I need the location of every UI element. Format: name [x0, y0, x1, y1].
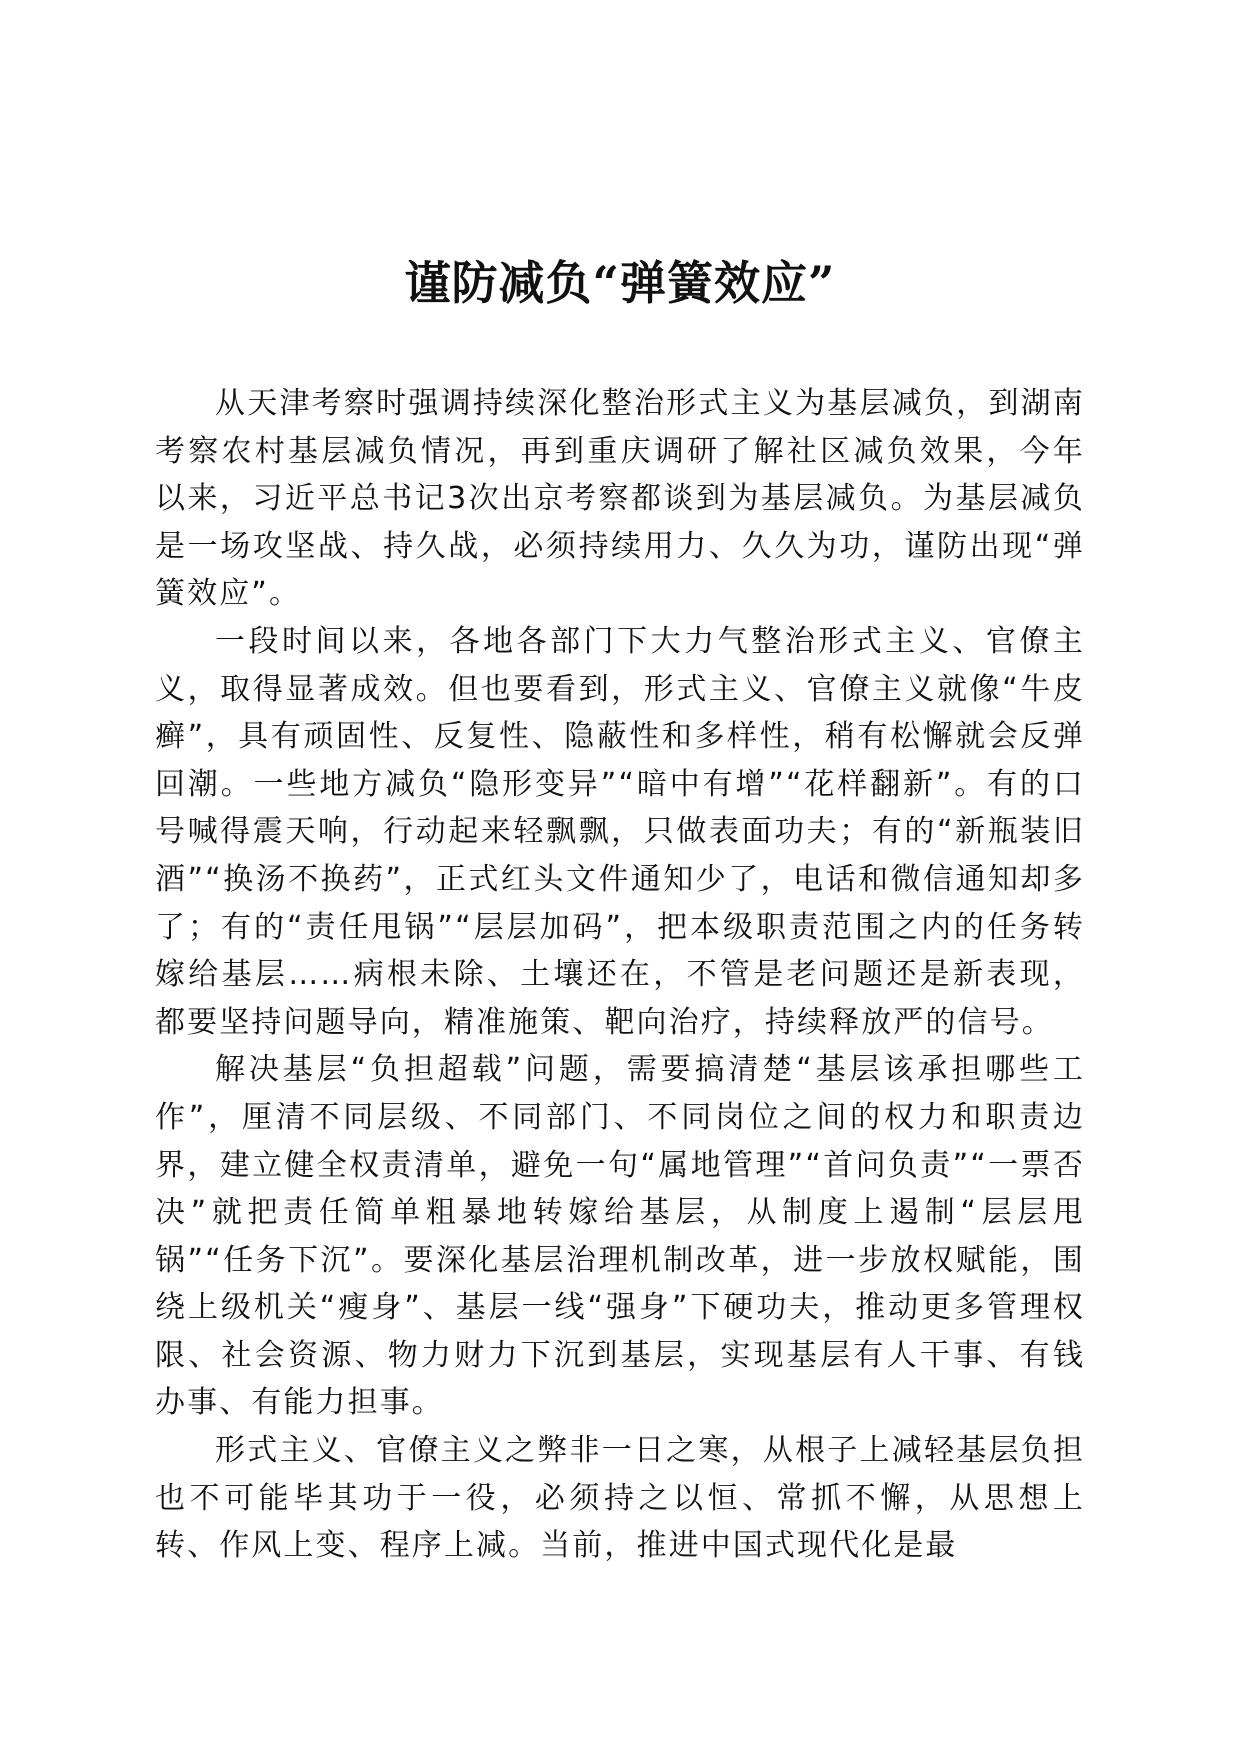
document-body	[155, 380, 1085, 1570]
document-title: 谨防减负“弹簧效应”	[404, 256, 836, 310]
paragraph-2: 一段时间以来，各地各部门下大力气整治形式主义、官僚主义，取得显著成效。但也要看到，形式主义、官僚主义就像“牛皮癣”，具有顽固性、反复性、隐蔽性和多样性，稍有松懈就会反弹回潮。一些地方减负“隐形变异”“暗中有增”“花样翻新”。有的口号喊得震天响，行动起来轻飘飘，只做表面功夫；有的“新瓶装旧酒”“换汤不换药”，正式红头文件通知少了，电话和微信通知却多了；有的“责任甩锅”“层层加码”，把本级职责范围之内的任务转嫁给基层……病根未除、土壤还在，不管是老问题还是新表现，都要坚持问题导向，精准施策、靶向治疗，持续释放严的信号。	[155, 623, 1085, 1040]
paragraph-1: 从天津考察时强调持续深化整治形式主义为基层减负，到湖南考察农村基层减负情况，再到重庆调研了解社区减负效果，今年以来，习近平总书记3次出京考察都谈到为基层减负。为基层减负是一场攻坚战、持久战，必须持续用力、久久为功，谨防出现“弹簧效应”。	[155, 386, 1085, 612]
paragraph-4: 形式主义、官僚主义之弊非一日之寒，从根子上减轻基层负担也不可能毕其功于一役，必须持之以恒、常抓不懈，从思想上转、作风上变、程序上减。当前，推进中国式现代化是最	[155, 1433, 1085, 1564]
paragraph-3: 解决基层“负担超载”问题，需要搞清楚“基层该承担哪些工作”，厘清不同层级、不同部门、不同岗位之间的权力和职责边界，建立健全权责清单，避免一句“属地管理”“首问负责”“一票否决”就把责任简单粗暴地转嫁给基层，从制度上遏制“层层甩锅”“任务下沉”。要深化基层治理机制改革，进一步放权赋能，围绕上级机关“瘦身”、基层一线“强身”下硬功夫，推动更多管理权限、社会资源、物力财力下沉到基层，实现基层有人干事、有钱办事、有能力担事。	[155, 1052, 1085, 1421]
